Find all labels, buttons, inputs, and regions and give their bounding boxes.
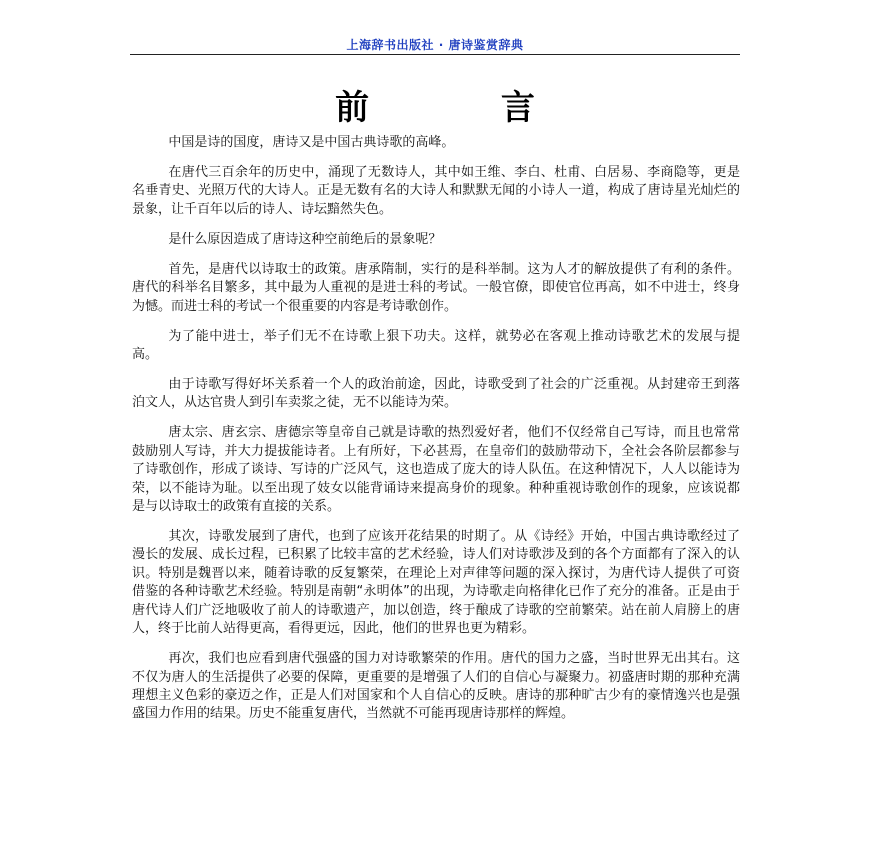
- paragraph: 是什么原因造成了唐诗这种空前绝后的景象呢？: [168, 231, 442, 247]
- paragraph: 首先，是唐代以诗取士的政策。唐承隋制，实行的是科举制。这为人才的解放提供了有利的条件。唐代的科举名目繁多，其中最为人重视的是进士科的考试。一般官僚，即使官位再高，如不中进士，终身为憾。而进士科的考试一个很重要的内容是考诗歌创作。: [132, 261, 740, 314]
- paragraph: 再次，我们也应看到唐代强盛的国力对诗歌繁荣的作用。唐代的国力之盛，当时世界无出其右。这不仅为唐人的生活提供了必要的保障，更重要的是增强了人们的自信心与凝聚力。初盛唐时期的那种充满理想主义色彩的豪迈之作，正是人们对国家和个人自信心的反映。唐诗的那种旷古少有的豪情逸兴也是强盛国力作用的结果。历史不能重复唐代，当然就不可能再现唐诗那样的辉煌。: [132, 651, 740, 722]
- paragraph: 中国是诗的国度，唐诗又是中国古典诗歌的高峰。: [168, 135, 455, 150]
- running-header: 上海辞书出版社 · 唐诗鉴赏辞典: [346, 38, 524, 52]
- paragraph: 为了能中进士，举子们无不在诗歌上狠下功夫。这样，就势必在客观上推动诗歌艺术的发展与提高。: [132, 328, 740, 363]
- paragraph: 其次，诗歌发展到了唐代，也到了应该开花结果的时期了。从《诗经》开始，中国古典诗歌经过了漫长的发展、成长过程，已积累了比较丰富的艺术经验，诗人们对诗歌涉及到的各个方面都有了深入的认识。特别是魏晋以来，随着诗歌的反复繁荣，在理论上对声律等问题的深入探讨，为唐代诗人提供了可资借鉴的各种诗歌艺术经验。特别是南朝“永明体”的出现，为诗歌走向格律化已作了充分的准备。正是由于唐代诗人们广泛地吸收了前人的诗歌遗产，加以创造，终于酿成了诗歌的空前繁荣。站在前人肩膀上的唐人，终于比前人站得更高，看得更远，因此，他们的世界也更为精彩。: [132, 529, 740, 637]
- body-text: [132, 134, 740, 735]
- page-title: 前 言: [335, 88, 595, 128]
- paragraph: 唐太宗、唐玄宗、唐德宗等皇帝自己就是诗歌的热烈爱好者，他们不仅经常自己写诗，而且也常常鼓励别人写诗，并大力提拔能诗者。上有所好，下必甚焉，在皇帝们的鼓励带动下，全社会各阶层都参与了诗歌创作，形成了谈诗、写诗的广泛风气，这也造成了庞大的诗人队伍。在这种情况下，人人以能诗为荣，以不能诗为耻。以至出现了妓女以能背诵诗来提高身价的现象。种种重视诗歌创作的现象，应该说都是与以诗取士的政策有直接的关系。: [132, 425, 740, 515]
- header-rule: [130, 54, 740, 55]
- paragraph: 由于诗歌写得好坏关系着一个人的政治前途，因此，诗歌受到了社会的广泛重视。从封建帝王到落泊文人，从达官贵人到引车卖浆之徒，无不以能诗为荣。: [132, 377, 740, 411]
- paragraph: 在唐代三百余年的历史中，涌现了无数诗人，其中如王维、李白、杜甫、白居易、李商隐等，更是名垂青史、光照万代的大诗人。正是无数有名的大诗人和默默无闻的小诗人一道，构成了唐诗星光灿烂的景象，让千百年以后的诗人、诗坛黯然失色。: [132, 165, 740, 217]
